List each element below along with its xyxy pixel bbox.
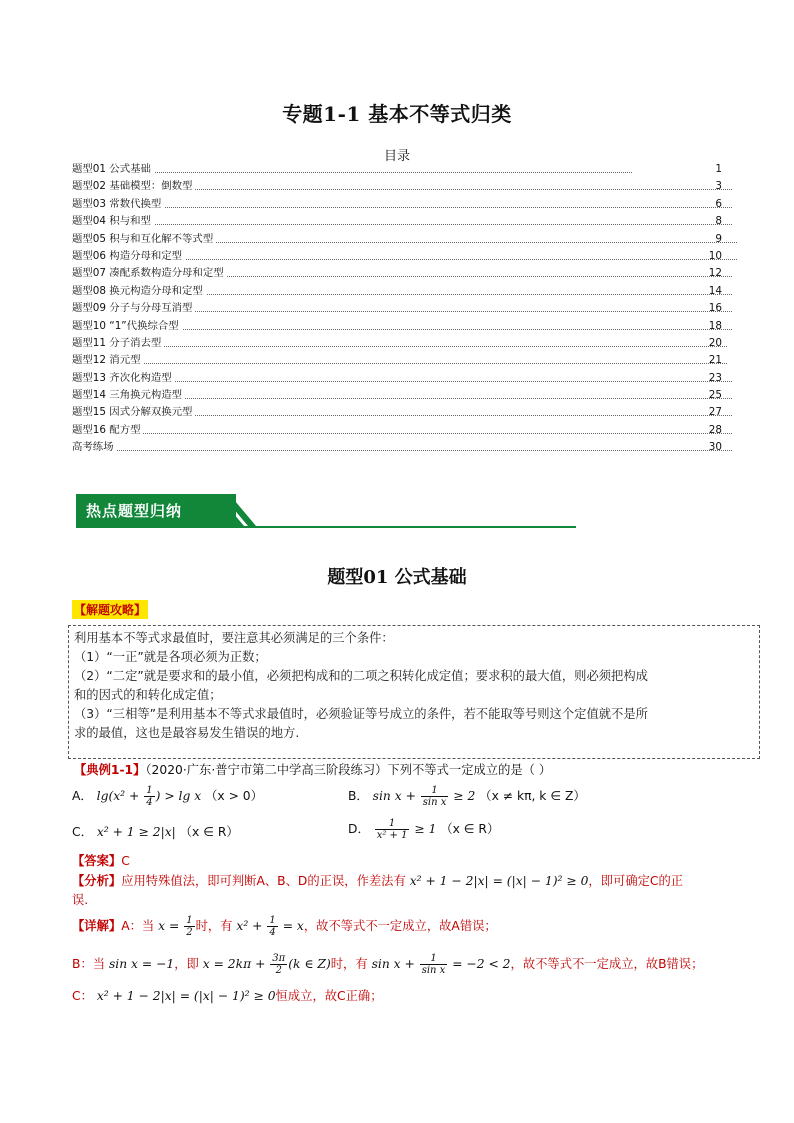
toc-entry-page: 27 bbox=[708, 406, 722, 419]
detail-a-end: ，故不等式不一定成立，故A错误； bbox=[303, 919, 497, 933]
detail-a-formula: x = $\frac{1}{2}$ bbox=[158, 915, 193, 938]
toc-row[interactable] bbox=[72, 265, 722, 282]
toc-row[interactable] bbox=[72, 422, 722, 439]
toc-row[interactable] bbox=[72, 439, 722, 456]
option-a bbox=[72, 785, 263, 808]
tip-line: （2）“二定”就是要求和的最小值，必须把构成和的二项之积转化成定值；要求积的最大值，则必须把构成 bbox=[74, 669, 648, 683]
toc-leader-dots bbox=[72, 346, 727, 347]
option-c-label: C． bbox=[72, 825, 93, 839]
toc-entry-page: 20 bbox=[708, 336, 722, 349]
example-header bbox=[74, 760, 551, 778]
detail-a-text: A：当 bbox=[121, 919, 155, 933]
toc-entry-page: 12 bbox=[708, 267, 722, 280]
example-source: （2020·广东·普宁市第二中学高三阶段练习）下列不等式一定成立的是（ ） bbox=[145, 763, 552, 777]
option-a-formula: lg(x² + $\frac{1}{4}$ ) > lg x bbox=[96, 785, 202, 808]
toc-row[interactable] bbox=[72, 387, 722, 404]
toc-row[interactable] bbox=[72, 283, 722, 300]
toc-entry-page: 21 bbox=[708, 354, 722, 367]
toc-entry-label: 题型14 三角换元构造型 bbox=[72, 387, 185, 404]
toc-entry-page: 14 bbox=[708, 284, 722, 297]
page-title: 专题1-1 基本不等式归类 bbox=[282, 102, 512, 126]
option-b bbox=[348, 785, 586, 808]
banner-title: 热点题型归纳 bbox=[86, 502, 183, 520]
toc-entry-label: 题型11 分子消去型 bbox=[72, 335, 164, 352]
toc-row[interactable] bbox=[72, 404, 722, 421]
toc-entry-label: 题型16 配方型 bbox=[72, 422, 143, 439]
toc-entry-label: 题型04 积与和型 bbox=[72, 213, 154, 230]
toc-entry-page: 18 bbox=[708, 319, 722, 332]
option-d-label: D． bbox=[348, 822, 370, 836]
analysis-text-cont: ，即可确定C的正 bbox=[588, 874, 684, 888]
toc-entry-label: 题型06 构造分母和定型 bbox=[72, 248, 185, 265]
detail-c-formula: x² + 1 − 2|x| = (|x| − 1)² ≥ 0 bbox=[96, 989, 276, 1003]
answer-value: C bbox=[121, 854, 130, 868]
detail-b-formula: sin x = −1 bbox=[108, 957, 175, 971]
detail-a-line bbox=[72, 915, 497, 938]
detail-b-formula-3: sin x + $\frac{1}{\text{sin x}}$ = −2 < 2 bbox=[371, 953, 511, 976]
detail-b-mid: ，即 bbox=[174, 957, 199, 971]
toc-leader-dots bbox=[72, 172, 632, 173]
toc-leader-dots bbox=[72, 224, 732, 225]
toc-row[interactable] bbox=[72, 335, 722, 352]
toc-row[interactable] bbox=[72, 248, 722, 265]
tip-line: 和的因式的和转化成定值； bbox=[74, 688, 222, 702]
toc-entry-label: 题型01 公式基础 bbox=[72, 161, 154, 178]
detail-a-formula-2: x² + $\frac{1}{4}$ = x bbox=[236, 915, 304, 938]
toc-leader-dots bbox=[72, 363, 727, 364]
analysis-text: 应用特殊值法，即可判断A、B、D的正误，作差法有 bbox=[121, 874, 406, 888]
toc-row[interactable] bbox=[72, 178, 722, 195]
detail-b-mid2: 时，有 bbox=[330, 957, 368, 971]
toc-row[interactable] bbox=[72, 300, 722, 317]
toc-row[interactable] bbox=[72, 318, 722, 335]
tip-line: 利用基本不等式求最值时，要注意其必须满足的三个条件： bbox=[74, 631, 394, 645]
detail-b-formula-2: x = 2kπ + $\frac{3\pi}{2}$ (k ∈ Z) bbox=[202, 953, 331, 976]
analysis-formula: x² + 1 − 2|x| = (|x| − 1)² ≥ 0 bbox=[409, 874, 589, 888]
toc-row[interactable] bbox=[72, 213, 722, 230]
toc-entry-label: 题型10 “1”代换综合型 bbox=[72, 318, 182, 335]
toc-entry-label: 题型13 齐次化构造型 bbox=[72, 370, 175, 387]
toc-entry-page: 3 bbox=[715, 180, 722, 193]
toc-entry-label: 题型08 换元构造分母和定型 bbox=[72, 283, 206, 300]
detail-b-end: ，故不等式不一定成立，故B错误； bbox=[510, 957, 704, 971]
option-d-condition: （x ∈ R） bbox=[440, 822, 500, 836]
section-title: 题型01 公式基础 bbox=[327, 567, 467, 588]
toc-entry-label: 题型03 常数代换型 bbox=[72, 196, 164, 213]
toc-row[interactable] bbox=[72, 352, 722, 369]
toc-row[interactable] bbox=[72, 231, 722, 248]
table-of-contents bbox=[72, 161, 722, 457]
analysis-text-end: 误. bbox=[72, 893, 89, 907]
toc-row[interactable] bbox=[72, 370, 722, 387]
toc-entry-page: 10 bbox=[708, 249, 722, 262]
toc-heading: 目录 bbox=[383, 149, 410, 164]
analysis-tag: 【分析】 bbox=[72, 874, 122, 888]
detail-b-line bbox=[72, 953, 703, 976]
tip-tag: 【解题攻略】 bbox=[72, 600, 148, 619]
detail-tag: 【详解】 bbox=[72, 919, 122, 933]
answer-tag: 【答案】 bbox=[72, 854, 122, 868]
tip-line: （1）“一正”就是各项必须为正数； bbox=[74, 650, 267, 664]
option-c-condition: （x ∈ R） bbox=[179, 825, 239, 839]
option-c bbox=[72, 822, 239, 840]
banner-underline bbox=[76, 526, 576, 528]
toc-leader-dots bbox=[72, 207, 732, 208]
detail-c-line bbox=[72, 987, 383, 1005]
toc-entry-label: 高考练场 bbox=[72, 439, 117, 456]
toc-entry-page: 8 bbox=[715, 215, 722, 228]
toc-entry-page: 1 bbox=[715, 163, 722, 175]
toc-leader-dots bbox=[72, 450, 732, 451]
option-a-condition: （x > 0） bbox=[205, 789, 263, 803]
answer-line bbox=[72, 851, 130, 869]
toc-entry-label: 题型07 凑配系数构造分母和定型 bbox=[72, 265, 227, 282]
toc-entry-label: 题型15 因式分解双换元型 bbox=[72, 404, 195, 421]
toc-row[interactable] bbox=[72, 196, 722, 213]
toc-entry-page: 28 bbox=[708, 423, 722, 436]
option-d-formula: $\frac{1}{\text{x² + 1}}$ ≥ 1 bbox=[376, 818, 437, 841]
option-b-label: B． bbox=[348, 789, 369, 803]
toc-entry-page: 23 bbox=[708, 371, 722, 384]
option-b-formula: sin x + $\frac{1}{\text{sin x}}$ ≥ 2 bbox=[372, 785, 476, 808]
toc-entry-page: 9 bbox=[715, 232, 722, 245]
toc-entry-label: 题型09 分子与分母互消型 bbox=[72, 300, 195, 317]
detail-c-end: 恒成立，故C正确； bbox=[275, 989, 383, 1003]
toc-entry-page: 25 bbox=[708, 389, 722, 402]
option-d bbox=[348, 818, 499, 841]
tip-line: （3）“三相等”是利用基本不等式求最值时，必须验证等号成立的条件，若不能取等号则这个定值就不是所 bbox=[74, 707, 648, 721]
toc-leader-dots bbox=[72, 433, 732, 434]
option-b-condition: （x ≠ kπ, k ∈ Z） bbox=[479, 789, 586, 803]
toc-row[interactable] bbox=[72, 161, 722, 178]
detail-b-text: B：当 bbox=[72, 957, 106, 971]
example-tag: 【典例1-1】 bbox=[74, 763, 146, 777]
toc-entry-label: 题型05 积与和互化解不等式型 bbox=[72, 231, 216, 248]
tip-line: 求的最值，这也是最容易发生错误的地方. bbox=[74, 726, 300, 740]
toc-entry-label: 题型02 基础模型：倒数型 bbox=[72, 178, 195, 195]
toc-entry-page: 16 bbox=[708, 302, 722, 315]
toc-entry-page: 30 bbox=[708, 441, 722, 454]
detail-a-mid: 时，有 bbox=[195, 919, 233, 933]
option-c-formula: x² + 1 ≥ 2|x| bbox=[96, 825, 176, 839]
analysis-line bbox=[72, 872, 683, 890]
toc-entry-page: 6 bbox=[715, 197, 722, 210]
option-a-label: A． bbox=[72, 789, 93, 803]
toc-entry-label: 题型12 消元型 bbox=[72, 352, 143, 369]
detail-c-text: C： bbox=[72, 989, 93, 1003]
